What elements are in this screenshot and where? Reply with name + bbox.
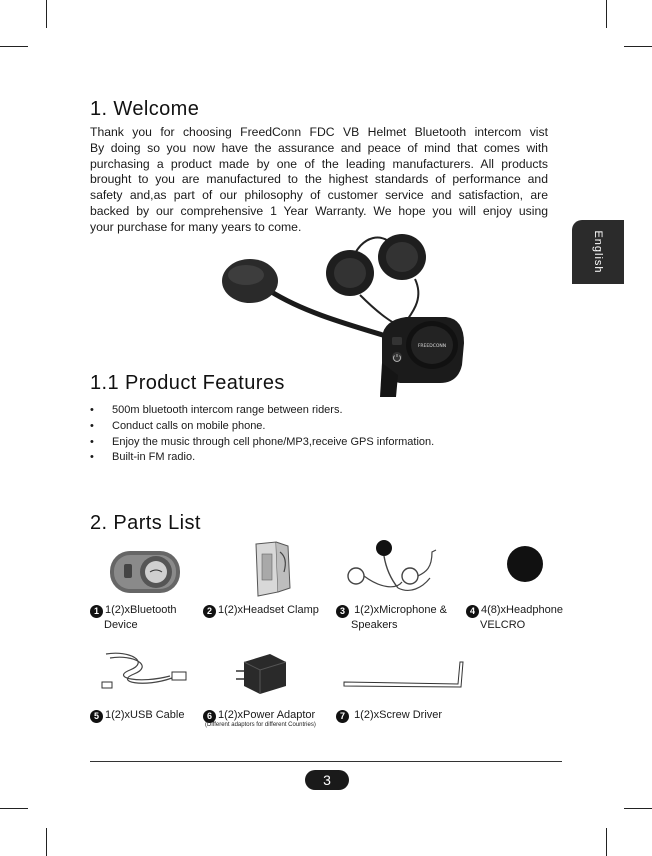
page-number: 3 (305, 770, 349, 790)
welcome-heading: 1. Welcome (90, 98, 200, 120)
device-brand: FREEDCONN (417, 344, 447, 349)
crop-mark (46, 828, 47, 856)
part-number-badge: 5 (90, 710, 103, 723)
crop-mark (46, 0, 47, 28)
part-name: 1(2)xMicrophone & (354, 604, 447, 616)
intro-line: By doing so you now have the assurance and peace of mind that comes with (90, 140, 548, 155)
screw-driver-image (340, 656, 466, 692)
part-label (336, 708, 442, 723)
part-label (90, 708, 184, 723)
part-number-badge: 6 (203, 710, 216, 723)
features-heading: 1.1 Product Features (90, 372, 285, 394)
footer-divider (90, 761, 562, 762)
headset-clamp-image (250, 540, 298, 598)
crop-mark (0, 46, 28, 47)
part-name-cont: Device (104, 619, 138, 631)
part-name: 1(2)xPower Adaptor (218, 709, 316, 721)
part-label (90, 603, 177, 633)
part-number-badge: 4 (466, 605, 479, 618)
part-label (466, 603, 563, 633)
crop-mark (0, 808, 28, 809)
intro-line: safety and,as part of our philosophy of customer service and satisfaction, are (90, 188, 548, 203)
part-label (203, 603, 319, 618)
language-tab-label: English (592, 230, 604, 274)
part-name: 1(2)xHeadset Clamp (218, 604, 319, 616)
crop-mark (624, 808, 652, 809)
bluetooth-device-image (108, 547, 182, 597)
part-name: 1(2)xScrew Driver (354, 709, 443, 721)
language-tab (572, 220, 624, 284)
microphone-speakers-image (340, 538, 444, 600)
part-number-badge: 2 (203, 605, 216, 618)
part-name: 1(2)xBluetooth (105, 604, 177, 616)
intro-line: brought to you are manufactured to the highest standards of performance and (90, 172, 548, 187)
crop-mark (606, 0, 607, 28)
part-name: 1(2)xUSB Cable (105, 709, 185, 721)
adaptor-note: (Different adaptors for different Countries) (205, 722, 316, 728)
intro-line: Thank you for choosing FreedConn FDC VB Helmet Bluetooth intercom vist (90, 125, 548, 139)
feature-item: • Enjoy the music through cell phone/MP3,receive GPS information. (90, 435, 434, 451)
part-label (203, 708, 315, 723)
parts-heading: 2. Parts List (90, 512, 201, 534)
intro-line: backed by our comprehensive 1 Year Warranty. We hope you will enjoy using (90, 203, 548, 218)
part-name-cont: Speakers (351, 619, 398, 631)
crop-mark (606, 828, 607, 856)
part-number-badge: 1 (90, 605, 103, 618)
part-number-badge: 7 (336, 710, 349, 723)
usb-cable-image (100, 648, 192, 690)
part-name-cont: VELCRO (480, 619, 526, 631)
crop-mark (624, 46, 652, 47)
part-label (336, 603, 447, 633)
feature-item: • 500m bluetooth intercom range between riders. (90, 403, 434, 419)
features-list (90, 403, 434, 466)
feature-item: • Built-in FM radio. (90, 450, 434, 466)
intro-line: your purchase for many years to come. (90, 219, 302, 234)
intro-line: purchasing a product made by one of the leading manufacturers. All products (90, 156, 548, 171)
power-adaptor-image (232, 648, 292, 694)
velcro-pad-image (502, 544, 548, 584)
feature-item: • Conduct calls on mobile phone. (90, 419, 434, 435)
welcome-paragraph (90, 125, 548, 236)
part-number-badge: 3 (336, 605, 349, 618)
part-name: 4(8)xHeadphone (481, 604, 563, 616)
